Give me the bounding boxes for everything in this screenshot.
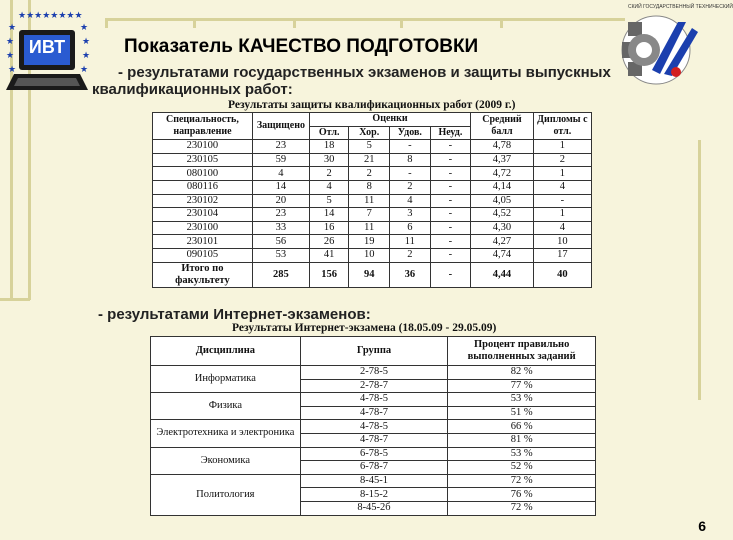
table-cell: 2 [349, 167, 390, 181]
percent-cell: 72 % [448, 474, 596, 488]
table-cell: 4 [533, 180, 591, 194]
table-cell: 33 [252, 221, 309, 235]
qualification-table-wrap [152, 112, 592, 288]
percent-cell: 53 % [448, 393, 596, 407]
group-cell: 6-78-7 [300, 461, 448, 475]
svg-text:★: ★ [6, 50, 15, 60]
page-title: Показатель КАЧЕСТВО ПОДГОТОВКИ [124, 36, 479, 57]
table-row [153, 194, 592, 208]
table-cell: 230104 [153, 208, 253, 222]
table-cell: 2 [390, 248, 431, 262]
header-spec: Специальность, направление [153, 113, 253, 140]
percent-cell: 82 % [448, 366, 596, 380]
table-cell: 5 [309, 194, 349, 208]
table-cell: 4,78 [471, 140, 534, 154]
table-row [153, 153, 592, 167]
frame-bar [0, 298, 30, 301]
svg-text:★: ★ [82, 36, 91, 46]
table1-caption: Результаты защиты квалификационных работ (2009 г.) [228, 99, 516, 111]
table-cell: - [390, 140, 431, 154]
table-cell: 4,52 [471, 208, 534, 222]
table-cell: 4,37 [471, 153, 534, 167]
header-satisf: Удов. [390, 126, 431, 140]
table-cell: 21 [349, 153, 390, 167]
table-cell: 4,72 [471, 167, 534, 181]
header-grades: Оценки [309, 113, 470, 127]
table-cell: - [430, 153, 471, 167]
table2-caption: Результаты Интернет-экзамена (18.05.09 - 29.05.09) [232, 322, 497, 334]
table-cell: 23 [252, 208, 309, 222]
header-good: Хор. [349, 126, 390, 140]
table-cell: 11 [390, 235, 431, 249]
table-cell: 1 [533, 167, 591, 181]
logo [4, 6, 90, 98]
page-number: 6 [698, 518, 706, 534]
table-cell: 59 [252, 153, 309, 167]
table-cell: 36 [390, 262, 431, 287]
table-cell: - [533, 194, 591, 208]
table-cell: 156 [309, 262, 349, 287]
table-cell: 30 [309, 153, 349, 167]
svg-text:★★★★★★★★: ★★★★★★★★ [18, 10, 83, 20]
table-cell: 4 [390, 194, 431, 208]
group-cell: 6-78-5 [300, 447, 448, 461]
table-cell: - [430, 167, 471, 181]
table-row [153, 140, 592, 154]
table-cell: 8 [349, 180, 390, 194]
table-cell: 40 [533, 262, 591, 287]
table-cell: 16 [309, 221, 349, 235]
table-cell: 11 [349, 221, 390, 235]
group-cell: 2-78-5 [300, 366, 448, 380]
section2-line: - результатами Интернет-экзаменов: [98, 306, 371, 323]
table-cell: 18 [309, 140, 349, 154]
table-row [153, 221, 592, 235]
group-cell: 4-78-7 [300, 406, 448, 420]
group-cell: 8-45-1 [300, 474, 448, 488]
table-cell: 4 [252, 167, 309, 181]
table-cell: - [430, 221, 471, 235]
table-cell: - [430, 208, 471, 222]
header-excellent: Отл. [309, 126, 349, 140]
table-cell: - [430, 248, 471, 262]
percent-cell: 76 % [448, 488, 596, 502]
table-cell: 080100 [153, 167, 253, 181]
percent-cell: 66 % [448, 420, 596, 434]
header-discipline: Дисциплина [151, 337, 301, 366]
table-cell: 26 [309, 235, 349, 249]
header-group: Группа [300, 337, 448, 366]
svg-text:★: ★ [8, 64, 17, 74]
emblem [608, 2, 733, 98]
table-cell: - [430, 262, 471, 287]
table-cell: 2 [533, 153, 591, 167]
table-cell: 53 [252, 248, 309, 262]
internet-exam-table [150, 336, 596, 516]
table-row [153, 180, 592, 194]
table-cell: 11 [349, 194, 390, 208]
subtitle-line-2: квалификационных работ: [92, 81, 293, 98]
group-cell: 8-15-2 [300, 488, 448, 502]
table-cell: 56 [252, 235, 309, 249]
table-total-row [153, 262, 592, 287]
table-row [153, 208, 592, 222]
table-cell: 5 [349, 140, 390, 154]
percent-cell: 51 % [448, 406, 596, 420]
table-cell: 7 [349, 208, 390, 222]
svg-text:★: ★ [6, 36, 15, 46]
table-cell: Итого по факультету [153, 262, 253, 287]
header-honors: Дипломы с отл. [533, 113, 591, 140]
table-cell: 230100 [153, 140, 253, 154]
table-cell: 4,14 [471, 180, 534, 194]
subtitle-line-1: - результатами государственных экзаменов и защиты выпускных [118, 64, 611, 81]
table-row [151, 447, 596, 461]
table-cell: 14 [252, 180, 309, 194]
group-cell: 2-78-7 [300, 379, 448, 393]
table-row [151, 366, 596, 380]
table-cell: 230101 [153, 235, 253, 249]
frame-bar [105, 18, 625, 21]
group-cell: 4-78-7 [300, 433, 448, 447]
table-cell: 4 [533, 221, 591, 235]
discipline-cell: Физика [151, 393, 301, 420]
svg-text:★: ★ [80, 22, 89, 32]
discipline-cell: Политология [151, 474, 301, 515]
table-cell: 3 [390, 208, 431, 222]
percent-cell: 53 % [448, 447, 596, 461]
table-cell: 230102 [153, 194, 253, 208]
table-cell: 17 [533, 248, 591, 262]
group-cell: 8-45-2б [300, 501, 448, 515]
table-cell: 19 [349, 235, 390, 249]
table-row [153, 235, 592, 249]
table-row [151, 393, 596, 407]
group-cell: 4-78-5 [300, 393, 448, 407]
discipline-cell: Информатика [151, 366, 301, 393]
table-cell: 4 [309, 180, 349, 194]
percent-cell: 81 % [448, 433, 596, 447]
percent-cell: 52 % [448, 461, 596, 475]
table-cell: 8 [390, 153, 431, 167]
table-cell: - [430, 180, 471, 194]
table-cell: 1 [533, 208, 591, 222]
table-cell: 6 [390, 221, 431, 235]
table-cell: 090105 [153, 248, 253, 262]
table-cell: 2 [390, 180, 431, 194]
percent-cell: 72 % [448, 501, 596, 515]
table-cell: 23 [252, 140, 309, 154]
emblem-text: СКИЙ ГОСУДАРСТВЕННЫЙ ТЕХНИЧЕСКИЙ [628, 4, 733, 10]
table-cell: - [390, 167, 431, 181]
table-cell: - [430, 140, 471, 154]
table-cell: 10 [349, 248, 390, 262]
percent-cell: 77 % [448, 379, 596, 393]
header-defended: Защищено [252, 113, 309, 140]
qualification-table [152, 112, 592, 288]
header-percent: Процент правильно выполненных заданий [448, 337, 596, 366]
header-unsat: Неуд. [430, 126, 471, 140]
table-cell: 10 [533, 235, 591, 249]
table-cell: 080116 [153, 180, 253, 194]
table-cell: 2 [309, 167, 349, 181]
table-cell: 4,44 [471, 262, 534, 287]
internet-exam-table-wrap [150, 336, 596, 516]
table-cell: 285 [252, 262, 309, 287]
table-cell: 1 [533, 140, 591, 154]
logo-text: ИВТ [28, 37, 66, 57]
svg-text:★: ★ [82, 50, 91, 60]
table-cell: 230100 [153, 221, 253, 235]
table-row [151, 420, 596, 434]
svg-text:★: ★ [8, 22, 17, 32]
header-avg: Средний балл [471, 113, 534, 140]
discipline-cell: Электротехника и электроника [151, 420, 301, 447]
table-cell: 4,27 [471, 235, 534, 249]
table-cell: - [430, 194, 471, 208]
table-cell: 4,74 [471, 248, 534, 262]
table-cell: 41 [309, 248, 349, 262]
table-cell: 4,05 [471, 194, 534, 208]
frame-bar [698, 140, 701, 400]
table-row [153, 248, 592, 262]
table-cell: 4,30 [471, 221, 534, 235]
discipline-cell: Экономика [151, 447, 301, 474]
svg-text:★: ★ [80, 64, 89, 74]
table-cell: 94 [349, 262, 390, 287]
table-row [151, 474, 596, 488]
table-row [153, 167, 592, 181]
table-cell: 20 [252, 194, 309, 208]
table-cell: 230105 [153, 153, 253, 167]
table-cell: 14 [309, 208, 349, 222]
group-cell: 4-78-5 [300, 420, 448, 434]
table-cell: - [430, 235, 471, 249]
